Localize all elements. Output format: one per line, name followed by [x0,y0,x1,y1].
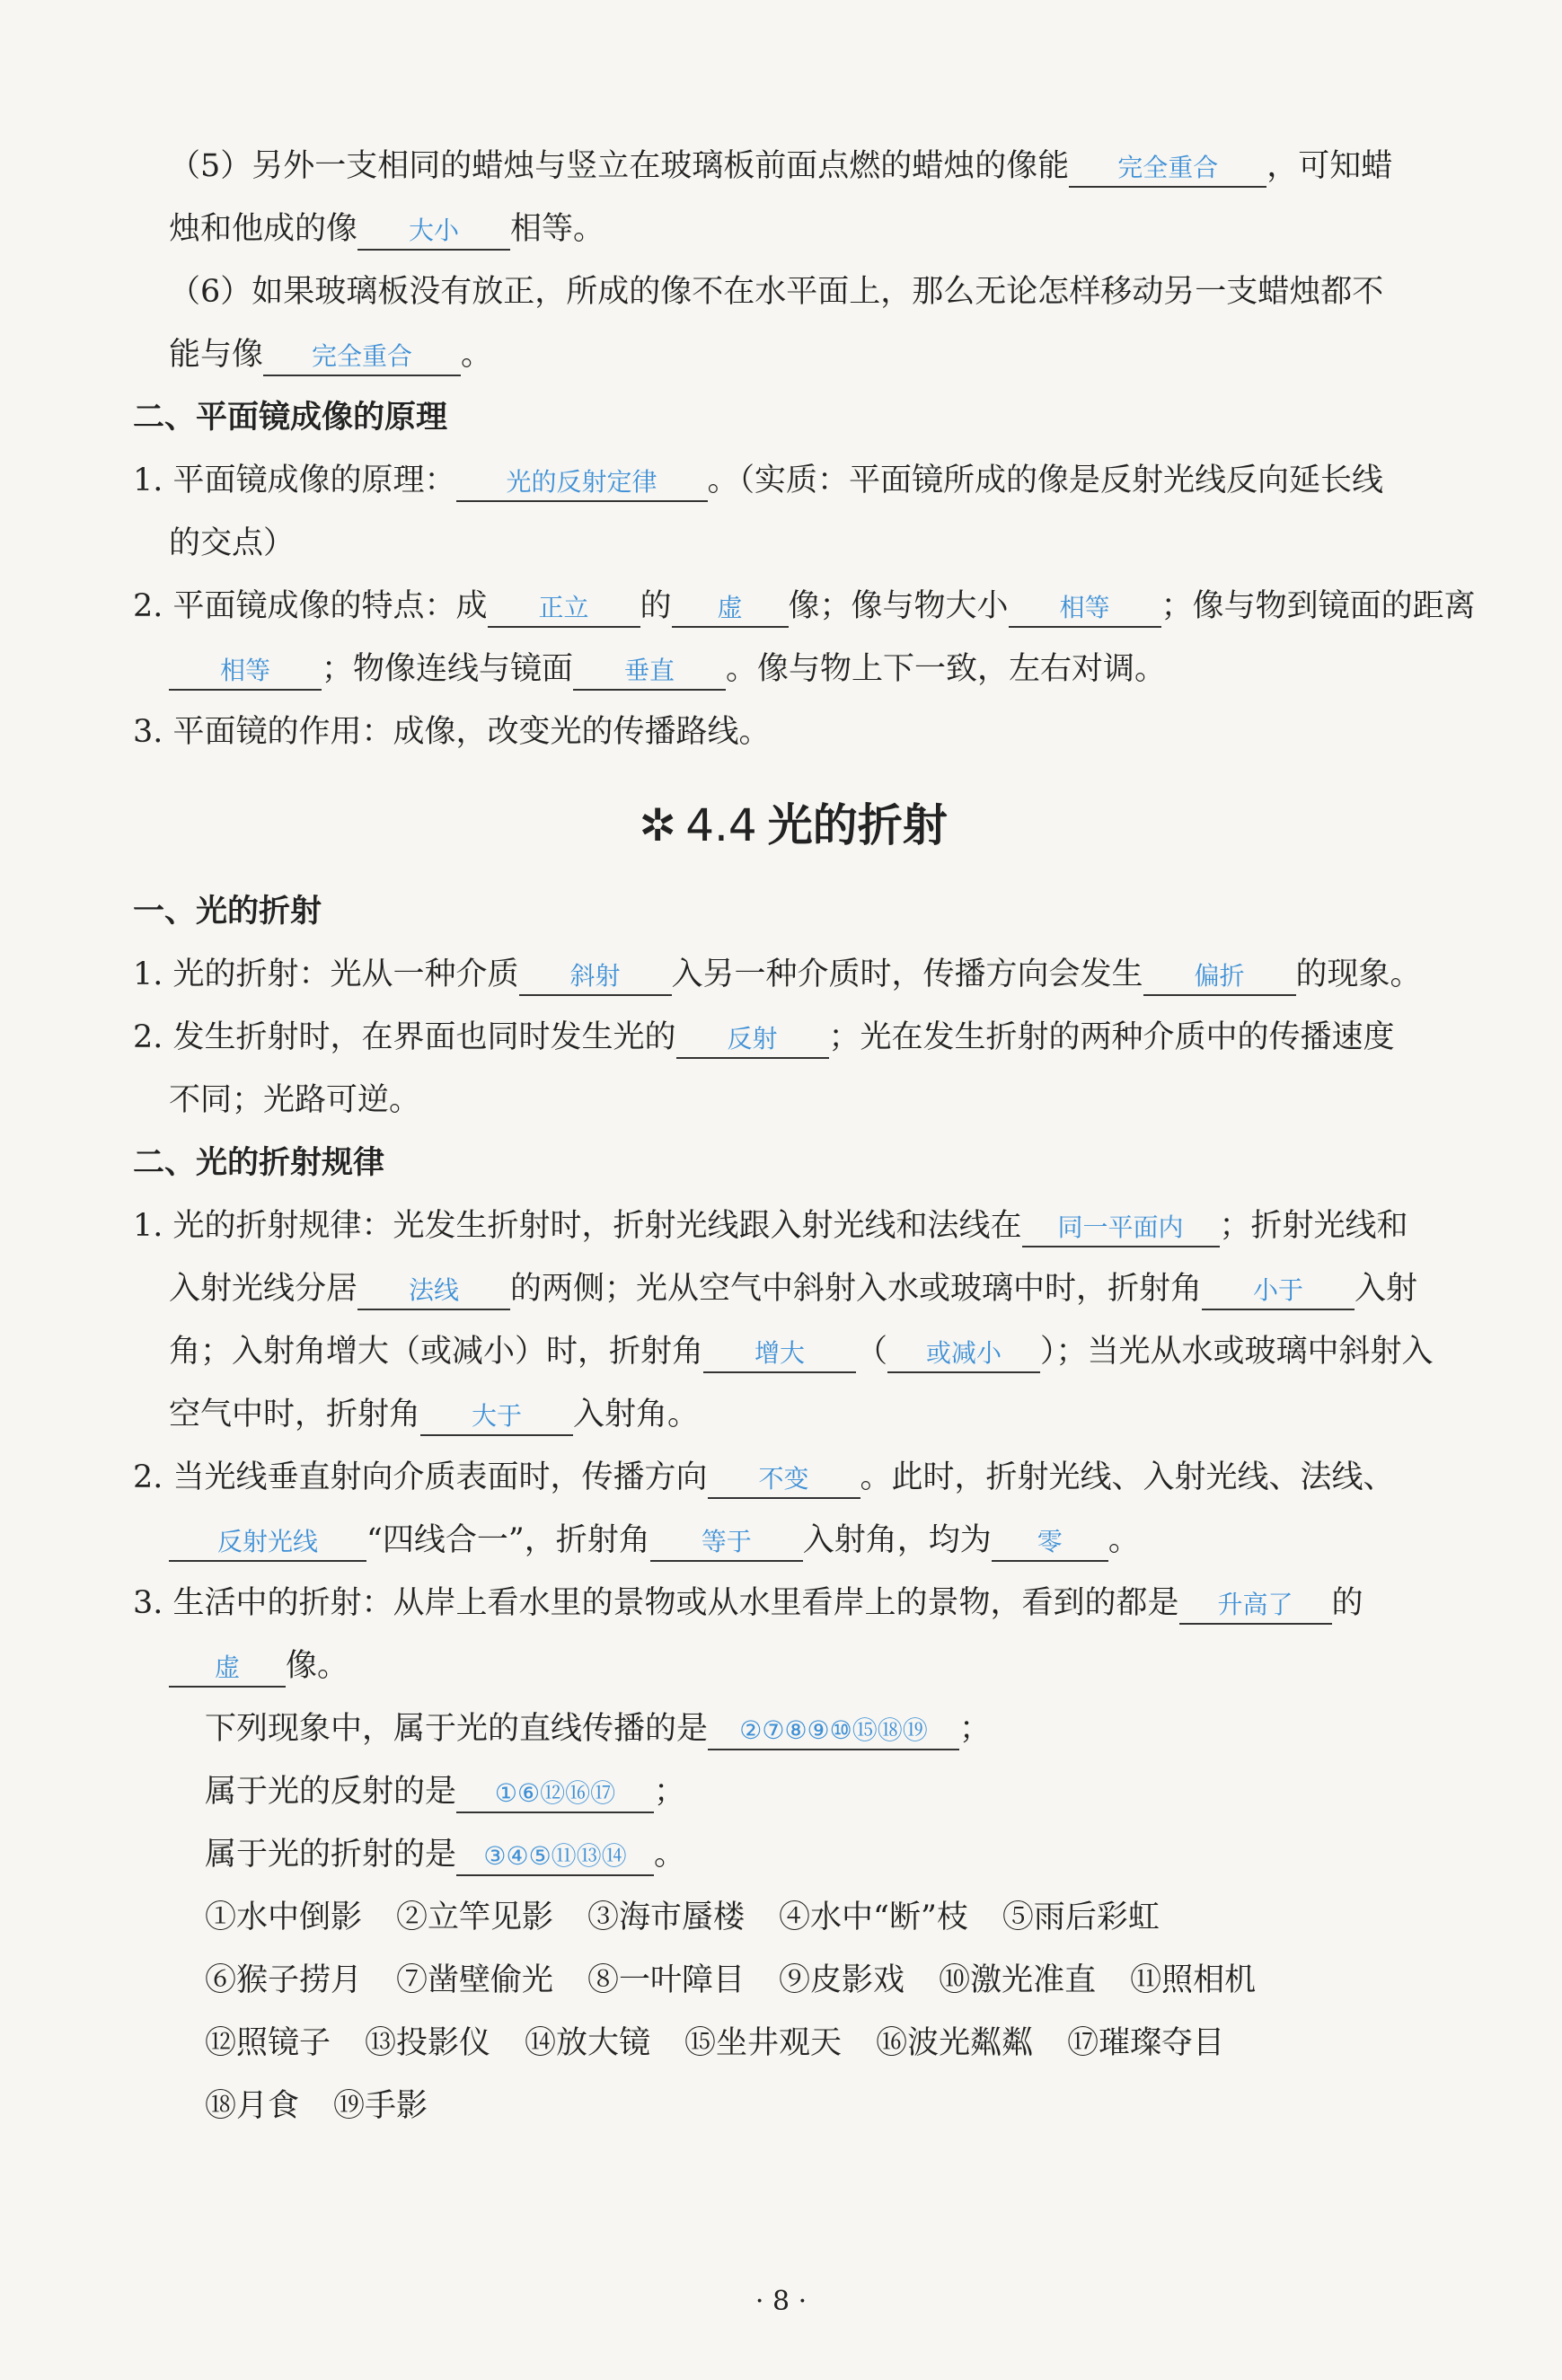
answer-blank: 完全重合 [263,339,461,376]
answer-blank: 或减小 [887,1335,1040,1373]
phenomenon-item: ⑩激光准直 [939,1962,1097,1998]
phenomenon-item: ⑯波光粼粼 [876,2025,1034,2061]
text: 。（实质：平面镜所成的像是反射光线反向延长线 [707,463,1384,498]
answer-blank: 同一平面内 [1022,1210,1220,1247]
text: 下列现象中，属于光的直线传播的是 [205,1711,709,1747]
phenomenon-item: ②立竿见影 [396,1900,554,1935]
text: （6）如果玻璃板没有放正，所成的像不在水平面上，那么无论怎样移动另一支蜡烛都不 [169,274,1384,310]
text: 入射角，均为 [802,1522,992,1558]
answer-blank: 法线 [357,1273,510,1310]
paragraph-5 [133,135,1453,198]
text: 入射角。 [573,1397,700,1432]
answer-blank: 升高了 [1179,1587,1332,1625]
section-title [133,794,1453,857]
text: ；像与物到镜面的距离 [1160,588,1476,624]
answer-blank: 斜射 [519,958,672,996]
text: 1. 平面镜成像的原理： [133,463,456,498]
answer-blank: 相等 [1009,590,1161,628]
text: ）；当光从水或玻璃中斜射入 [1040,1334,1434,1370]
answer-blank: 小于 [1202,1273,1355,1310]
phenomenon-item: ⑰璀璨夺目 [1067,2025,1225,2061]
text: 2. 发生折射时，在界面也同时发生光的 [133,1019,676,1055]
text: 入另一种介质时，传播方向会发生 [671,956,1143,992]
phenomenon-item: ⑮坐井观天 [684,2025,843,2061]
refraction-item-1 [133,943,1453,1006]
law-item-1 [133,1194,1453,1257]
mirror-item-1-cont: 的交点） [169,525,296,561]
phenomenon-item: ①水中倒影 [205,1900,363,1935]
phenomenon-item: ⑥猴子捞月 [205,1962,363,1998]
phenomenon-item: ⑱月食 [205,2088,300,2124]
text: 2. 平面镜成像的特点：成 [133,588,488,624]
text: 。 [654,1837,686,1873]
text: 1. 光的折射：光从一种介质 [133,956,519,992]
law-item-2 [133,1446,1453,1509]
text: ；光在发生折射的两种介质中的传播速度 [828,1019,1395,1055]
phenomenon-item: ⑲手影 [333,2088,428,2124]
heading-mirror-principle: 二、平面镜成像的原理 [133,400,448,436]
answer-blank: ①⑥⑫⑯⑰ [456,1776,654,1813]
text: ； [959,1711,992,1747]
text: ；折射光线和 [1219,1208,1408,1244]
text: ；物像连线与镜面 [322,651,574,687]
text: 空气中时，折射角 [169,1397,421,1432]
text: 。 [1108,1522,1140,1558]
text: 的 [640,588,672,624]
law-item-1-cont2 [133,1320,1453,1383]
page-number: · 8 · [755,2286,807,2317]
refraction-item-2-cont: 不同；光路可逆。 [169,1082,421,1118]
section-name: 光的折射 [767,799,948,851]
law-item-1-cont3 [133,1383,1453,1446]
text: 入射 [1355,1271,1418,1307]
text: “四线合一”，折射角 [366,1522,650,1558]
paragraph-6-cont [133,323,1453,386]
text: 相等。 [510,211,605,247]
question-line-2 [133,1760,1453,1823]
text: 像；像与物大小 [788,588,1009,624]
answer-blank: 相等 [169,653,322,691]
answer-blank: 光的反射定律 [456,464,708,502]
text: 属于光的反射的是 [205,1774,457,1810]
text: 的现象。 [1295,956,1422,992]
text: 1. 光的折射规律：光发生折射时，折射光线跟入射光线和法线在 [133,1208,1022,1244]
phenomenon-item: ⑬投影仪 [365,2025,491,2061]
answer-blank: 虚 [169,1650,286,1688]
mirror-item-1 [133,449,1453,512]
text: 的 [1331,1585,1363,1621]
phenomenon-item: ⑧一叶障目 [587,1962,746,1998]
answer-blank: 不变 [708,1461,860,1499]
law-item-3-cont [133,1635,1453,1697]
phenomena-row-2 [133,1949,1453,2012]
text: 像。 [286,1648,349,1684]
phenomenon-item: ④水中“断”枝 [779,1900,968,1935]
answer-blank: ③④⑤⑪⑬⑭ [456,1838,654,1876]
answer-blank: 垂直 [573,653,726,691]
text: ，可知蜡 [1266,148,1393,184]
answer-blank: 等于 [650,1524,803,1562]
law-item-1-cont [133,1257,1453,1320]
question-line-3 [133,1823,1453,1886]
phenomenon-item: ⑭放大镜 [525,2025,651,2061]
question-line-1 [133,1697,1453,1760]
text: 的两侧；光从空气中斜射入水或玻璃中时，折射角 [510,1271,1203,1307]
answer-blank: 偏折 [1143,958,1296,996]
answer-blank: 反射 [676,1021,829,1059]
answer-blank: 大于 [420,1398,573,1436]
mirror-item-2 [133,575,1476,638]
answer-blank: 虚 [672,590,789,628]
text: 烛和他成的像 [169,211,358,247]
section-number: 4.4 [685,799,757,851]
answer-blank: 正立 [488,590,640,628]
paragraph-5-cont [133,198,1453,260]
text: 。此时，折射光线、入射光线、法线、 [860,1459,1395,1495]
phenomena-row-1 [133,1886,1453,1949]
document-body [133,135,1476,2138]
text: ； [654,1774,686,1810]
answer-blank: ②⑦⑧⑨⑩⑮⑱⑲ [708,1713,959,1750]
phenomenon-item: ⑪照相机 [1130,1962,1257,1998]
mirror-item-2-cont [133,638,1453,701]
text: 能与像 [169,337,264,373]
phenomena-row-4 [133,2075,1453,2138]
flower-icon: ✲ [639,799,677,851]
text: 。像与物上下一致，左右对调。 [726,651,1167,687]
answer-blank: 反射光线 [169,1524,366,1562]
heading-refraction: 一、光的折射 [133,894,322,930]
text: 角；入射角增大（或减小）时，折射角 [169,1334,704,1370]
text: 。 [461,337,493,373]
phenomenon-item: ⑫照镜子 [205,2025,331,2061]
text: 3. 生活中的折射：从岸上看水里的景物或从水里看岸上的景物，看到的都是 [133,1585,1179,1621]
phenomenon-item: ③海市蜃楼 [587,1900,746,1935]
phenomenon-item: ⑤雨后彩虹 [1002,1900,1160,1935]
refraction-item-2 [133,1006,1453,1069]
phenomenon-item: ⑦凿壁偷光 [396,1962,554,1998]
law-item-2-cont [133,1509,1453,1572]
text: 入射光线分居 [169,1271,358,1307]
law-item-3 [133,1572,1453,1635]
mirror-item-3: 3. 平面镜的作用：成像，改变光的传播路线。 [133,714,771,750]
phenomenon-item: ⑨皮影戏 [779,1962,905,1998]
answer-blank: 大小 [357,213,510,251]
text: （5）另外一支相同的蜡烛与竖立在玻璃板前面点燃的蜡烛的像能 [169,148,1070,184]
answer-blank: 零 [992,1524,1108,1562]
text: 2. 当光线垂直射向介质表面时，传播方向 [133,1459,708,1495]
answer-blank: 完全重合 [1069,150,1266,188]
answer-blank: 增大 [703,1335,856,1373]
text: （ [856,1334,888,1370]
text: 属于光的折射的是 [205,1837,457,1873]
paragraph-6 [133,260,1453,323]
heading-refraction-law: 二、光的折射规律 [133,1145,385,1181]
phenomena-row-3 [133,2012,1453,2075]
